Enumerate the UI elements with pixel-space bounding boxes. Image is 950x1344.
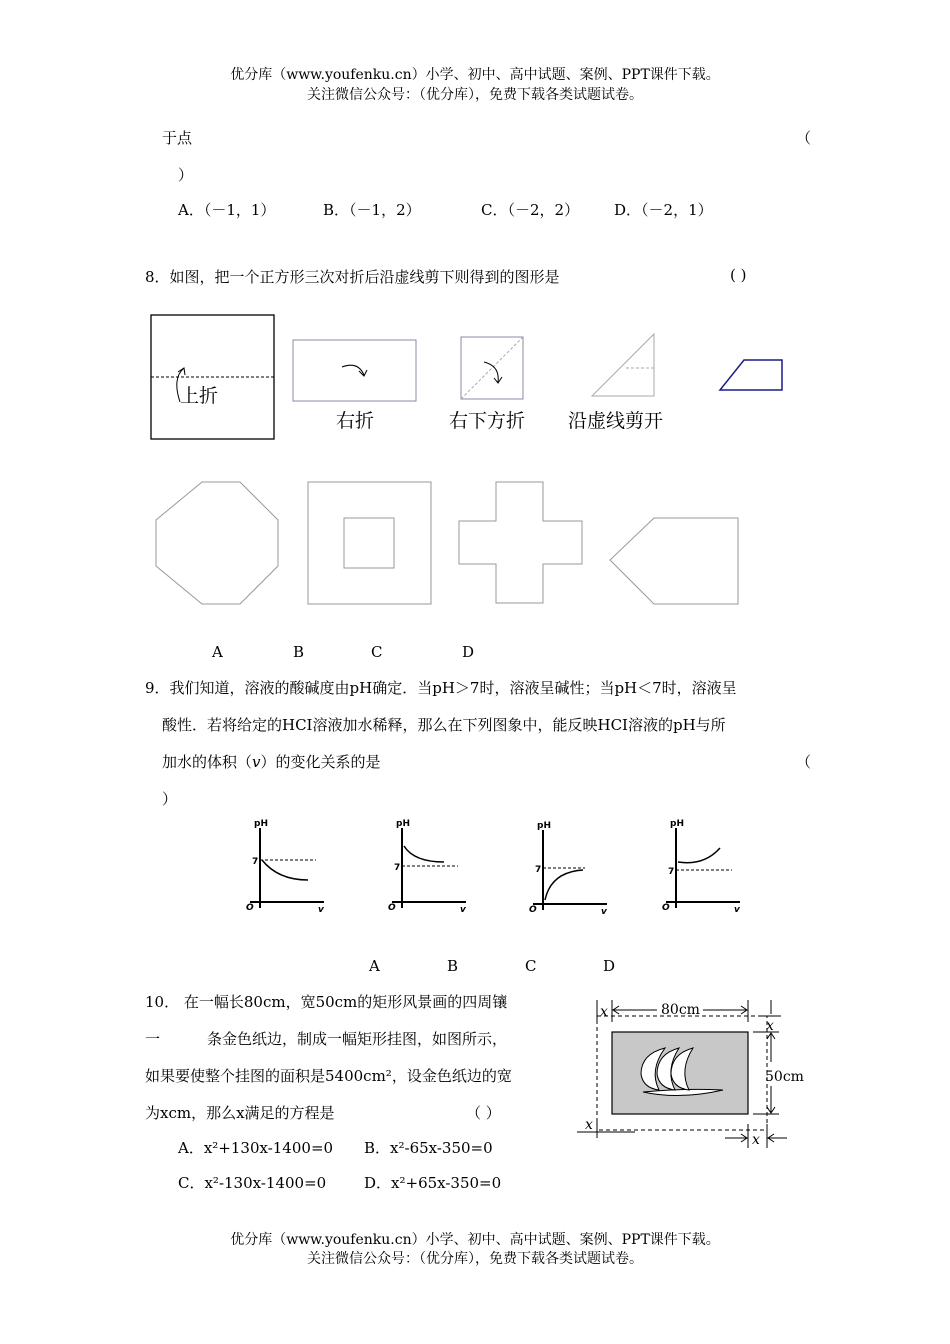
q9-label-a: A (369, 957, 380, 975)
q10-line-3: 如果要使整个挂图的面积是5400cm²，设金色纸边的宽 (145, 1067, 512, 1085)
ph-axis-y: pH (670, 819, 684, 829)
ph-origin: O (529, 905, 537, 915)
q8-label-a: A (212, 643, 223, 661)
q8-option-a-figure (154, 480, 282, 606)
q8-option-d-figure (608, 516, 742, 606)
cut-piece-figure (718, 358, 784, 392)
ph-axis-x: v (601, 907, 607, 917)
q10-option-d: D．x²+65x-350=0 (364, 1174, 502, 1192)
fold-step-4-figure (590, 333, 658, 399)
q7-paren-open: （ (796, 129, 812, 147)
fig-x-bottom: x (585, 1117, 593, 1133)
ph-origin: O (246, 903, 254, 913)
q10-line-2a: 一 (145, 1030, 161, 1048)
q8-label-b: B (293, 643, 305, 661)
q8-label-c: C (371, 643, 383, 661)
q7-tail: 于点 (162, 129, 193, 147)
fig-height-label: 50cm (765, 1069, 804, 1085)
footer-line-1: 优分库（www.youfenku.cn）小学、初中、高中试题、案例、PPT课件下载。 (230, 1232, 720, 1248)
ph-axis-y: pH (254, 819, 268, 829)
q10-line-1: 10． 在一幅长80cm，宽50cm的矩形风景画的四周镶 (145, 993, 508, 1011)
q9-line-3: 加水的体积（v）的变化关系的是 (162, 753, 381, 771)
header-line-1: 优分库（www.youfenku.cn）小学、初中、高中试题、案例、PPT课件下载。 (230, 67, 720, 83)
picture-frame-figure (575, 992, 804, 1150)
ph-graph-d (660, 818, 744, 916)
q10-option-b: B．x²-65x-350=0 (364, 1139, 493, 1157)
q10-option-a: A．x²+130x-1400=0 (178, 1139, 334, 1157)
caption-fold-up: 上折 (180, 385, 219, 407)
q10-paren: （ ） (466, 1104, 501, 1122)
fig-x-bottom-right: x (752, 1132, 760, 1148)
q10-line-2b: 条金色纸边，制成一幅矩形挂图，如图所示， (207, 1030, 508, 1048)
fold-step-3-figure (460, 336, 526, 402)
q8-stem: 8．如图，把一个正方形三次对折后沿虚线剪下则得到的图形是 (145, 268, 560, 286)
q10-line-4: 为xcm，那么x满足的方程是 (145, 1104, 335, 1122)
fig-x-right: x (766, 1018, 774, 1034)
q9-line-2: 酸性．若将给定的HCI溶液加水稀释，那么在下列图象中，能反映HCI溶液的pH与所 (162, 716, 726, 734)
q8-label-d: D (462, 643, 475, 661)
q7-option-a: A．（－1，1） (178, 201, 276, 219)
ph-axis-x: v (734, 905, 740, 915)
q9-label-b: B (447, 957, 459, 975)
q10-option-c: C．x²-130x-1400=0 (178, 1174, 327, 1192)
ph-seven: 7 (535, 865, 542, 875)
caption-fold-right: 右折 (336, 410, 375, 432)
q8-option-c-figure (458, 481, 584, 607)
footer-line-2: 关注微信公众号：（优分库），免费下载各类试题试卷。 (307, 1251, 643, 1267)
ph-origin: O (388, 903, 396, 913)
q8-paren: ( ) (730, 266, 747, 284)
ph-axis-y: pH (396, 819, 410, 829)
ph-seven: 7 (252, 857, 259, 867)
ph-axis-x: v (460, 905, 466, 915)
q9-label-d: D (603, 957, 616, 975)
q7-paren-close: ） (178, 166, 194, 184)
q7-option-b: B．（－1，2） (323, 201, 421, 219)
ph-graph-a (244, 818, 328, 916)
q9-paren-open: （ (796, 753, 812, 771)
ph-axis-y: pH (537, 821, 551, 831)
ph-graph-b (386, 818, 470, 916)
ph-graph-c (527, 820, 611, 918)
ph-axis-x: v (318, 905, 324, 915)
ph-origin: O (662, 903, 670, 913)
q7-option-d: D．（－2，1） (614, 201, 713, 219)
fold-step-1-figure (150, 314, 276, 442)
caption-fold-down-right: 右下方折 (449, 410, 526, 432)
q9-label-c: C (525, 957, 537, 975)
ph-seven: 7 (668, 867, 675, 877)
fig-x-top: x (600, 1004, 608, 1020)
q7-option-c: C．（－2，2） (481, 201, 580, 219)
fig-width-label: 80cm (661, 1002, 700, 1018)
caption-cut: 沿虚线剪开 (568, 410, 664, 432)
q9-line-1: 9．我们知道，溶液的酸碱度由pH确定．当pH＞7时，溶液呈碱性；当pH＜7时，溶液呈 (145, 679, 737, 697)
header-line-2: 关注微信公众号：（优分库），免费下载各类试题试卷。 (307, 87, 643, 103)
fold-step-2-figure (292, 339, 418, 403)
q8-option-b-figure (307, 481, 433, 607)
ph-seven: 7 (394, 863, 401, 873)
q9-paren-close: ） (162, 790, 178, 808)
